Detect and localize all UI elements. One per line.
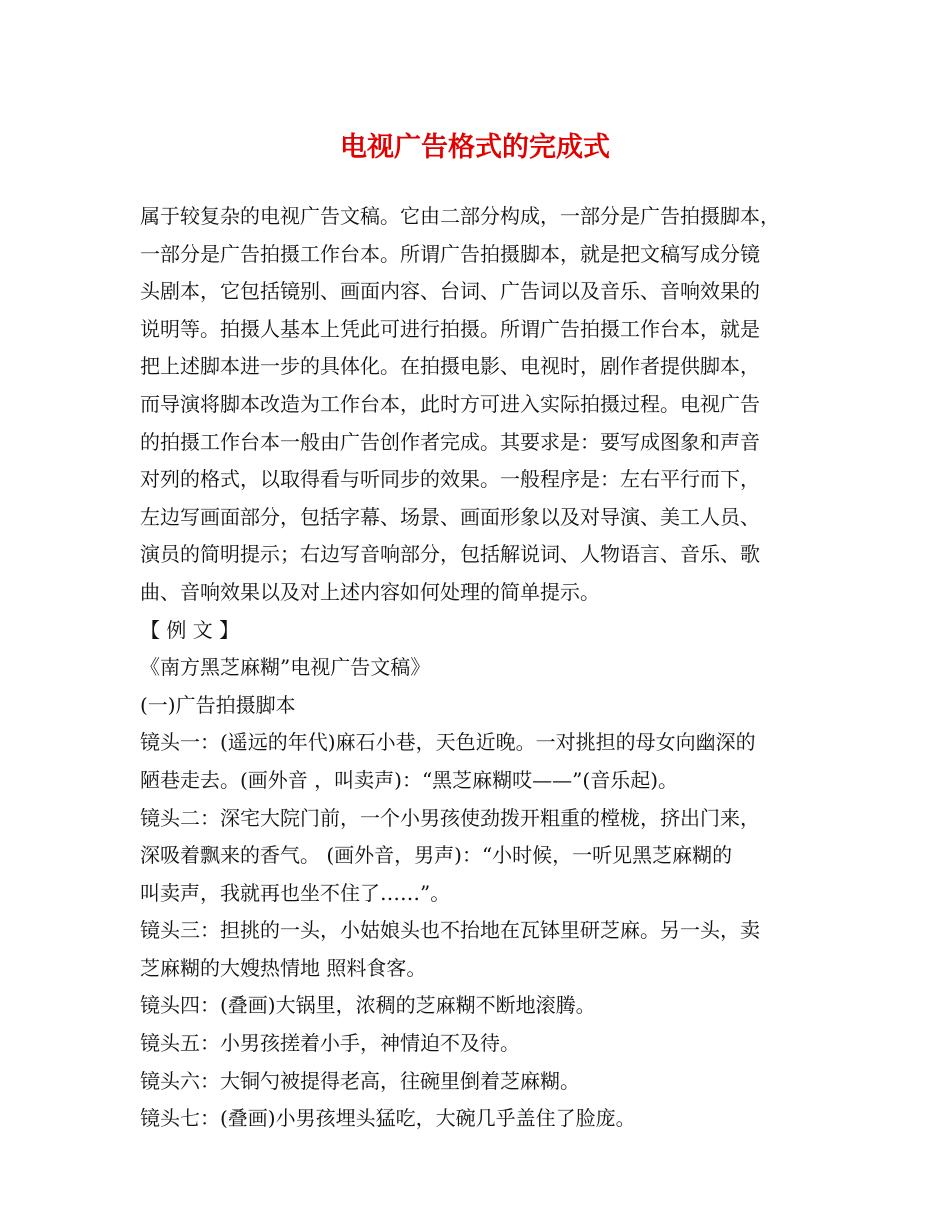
shot-line: 镜头六：大铜勺被提得老高，往碗里倒着芝麻糊。 [140, 1068, 580, 1093]
shot-line: 镜头七：(叠画)小男孩埋头猛吃，大碗几乎盖住了脸庞。 [140, 1106, 636, 1131]
body-line: 的拍摄工作台本一般由广告创作者完成。其要求是：要写成图象和声音 [140, 429, 760, 454]
shot-line: 镜头三：担挑的一头，小姑娘头也不抬地在瓦钵里研芝麻。另一头，卖 [140, 918, 760, 943]
example-title: 《南方黑芝麻糊”电视广告文稿》 [140, 655, 431, 680]
shot-line: 叫卖声，我就再也坐不住了……”。 [140, 880, 451, 905]
document-title: 电视广告格式的完成式 [340, 132, 610, 163]
body-line: 一部分是广告拍摄工作台本。所谓广告拍摄脚本，就是把文稿写成分镜 [140, 241, 760, 266]
body-line: 说明等。拍摄人基本上凭此可进行拍摄。所谓广告拍摄工作台本，就是 [140, 316, 760, 341]
body-line: 把上述脚本进一步的具体化。在拍摄电影、电视时，剧作者提供脚本， [140, 354, 760, 379]
body-line: 属于较复杂的电视广告文稿。它由二部分构成，一部分是广告拍摄脚本， [140, 204, 780, 228]
shot-line: 陋巷走去。(画外音 ，叫卖声)：“黑芝麻糊哎——”(音乐起)。 [140, 767, 679, 792]
document-body [140, 198, 820, 1138]
shot-line: 镜头五：小男孩搓着小手，神情迫不及待。 [140, 1031, 520, 1056]
body-line: 曲、音响效果以及对上述内容如何处理的简单提示。 [140, 579, 600, 604]
body-line: 演员的简明提示；右边写音响部分，包括解说词、人物语言、音乐、歌 [140, 542, 760, 567]
shot-line: 深吸着飘来的香气。 (画外音，男声)：“小时候，一听见黑芝麻糊的 [140, 843, 733, 868]
section-heading: (一)广告拍摄脚本 [140, 692, 296, 717]
body-line: 对列的格式，以取得看与听同步的效果。一般程序是：左右平行而下， [140, 467, 760, 492]
body-line: 左边写画面部分，包括字幕、场景、画面形象以及对导演、美工人员、 [140, 504, 760, 529]
shot-line: 镜头一：(遥远的年代)麻石小巷，天色近晚。一对挑担的母女向幽深的 [140, 730, 756, 755]
body-line: 而导演将脚本改造为工作台本，此时方可进入实际拍摄过程。电视广告 [140, 391, 760, 416]
shot-line: 镜头二：深宅大院门前，一个小男孩使劲拨开粗重的樘栊，挤出门来， [140, 805, 760, 830]
shot-line: 镜头四：(叠画)大锅里，浓稠的芝麻糊不断地滚腾。 [140, 993, 596, 1018]
example-heading: 【 例 文 】 [140, 617, 240, 642]
body-line: 头剧本，它包括镜别、画面内容、台词、广告词以及音乐、音响效果的 [140, 279, 760, 304]
shot-line: 芝麻糊的大嫂热情地 照料食客。 [140, 955, 427, 980]
